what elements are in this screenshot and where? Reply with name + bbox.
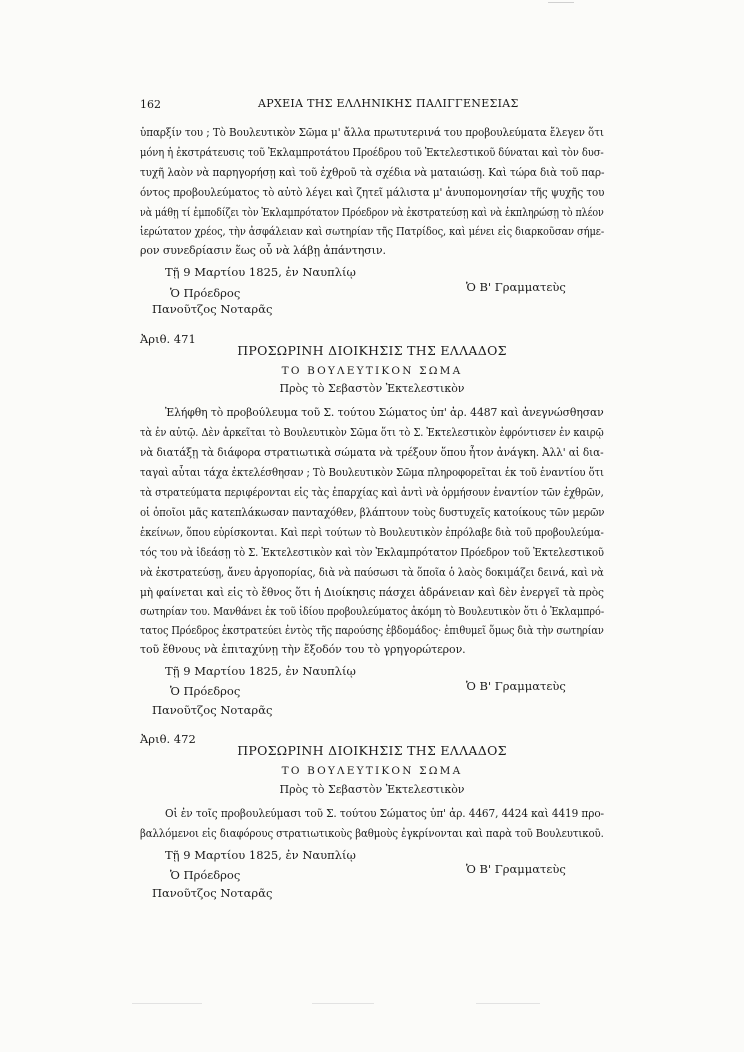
paragraph-line: τὰ στρατεύματα περιφέρονται εἰς τὰς ἐπαρχίας καὶ ἀντὶ νὰ ὁρμήσουν ἐναντίον τῶν ἐχθρῶν,: [140, 486, 604, 499]
document-number: Ἀριθ. 471: [140, 332, 196, 346]
paragraph-line: μόνη ἡ ἐκστράτευσις τοῦ Ἐκλαμπροτάτου Προέδρου τοῦ Ἐκτελεστικοῦ δύναται καὶ τὸν δυσ-: [140, 146, 604, 159]
president-name: Πανοῦτζος Νοταρᾶς: [152, 302, 273, 316]
date-line: Τῇ 9 Μαρτίου 1825, ἐν Ναυπλίῳ: [165, 848, 356, 862]
document-heading: ΠΡΟΣΩΡΙΝΗ ΔΙΟΙΚΗΣΙΣ ΤΗΣ ΕΛΛΑΔΟΣ: [237, 743, 507, 758]
paragraph-line: νὰ ἐκστρατεύσῃ, ἄνευ ἀργοπορίας, διὰ νὰ παύσωσι τὰ ὅποῖα ὁ λαὸς δοκιμάζει δεινά, καὶ νὰ: [140, 566, 604, 579]
scan-edge-bottom-mid: [312, 1003, 374, 1004]
paragraph-line: ταγαὶ αὗται τάχα ἐκτελέσθησαν ; Τὸ Βουλευτικὸν Σῶμα πληροφορεῖται ἐκ τοῦ ἐναντίου ὅτι: [140, 466, 604, 479]
document-heading: ΠΡΟΣΩΡΙΝΗ ΔΙΟΙΚΗΣΙΣ ΤΗΣ ΕΛΛΑΔΟΣ: [237, 343, 507, 358]
scan-edge-top: [548, 2, 574, 3]
paragraph-line: τοῦ ἔθνους νὰ ἐπιταχύνῃ τὴν ἔξοδόν του τὸ γρηγορώτερον.: [140, 643, 466, 656]
paragraph-line: μὴ φαίνεται καὶ εἰς τὸ ἔθνος ὅτι ἡ Διοίκησις πάσχει ἀδράνειαν καὶ δὲν ἐνεργεῖ τὰ πρὸς: [140, 586, 604, 599]
secretary-label: Ὁ Β' Γραμματεὺς: [466, 280, 566, 294]
president-name: Πανοῦτζος Νοταρᾶς: [152, 703, 273, 717]
paragraph-line: τατος Πρόεδρος ἐκστρατεύει ἐντὸς τῆς παρούσης ἑβδομάδος· ἐπιθυμεῖ ὅμως διὰ τὴν σωτηρίαν: [140, 624, 604, 637]
paragraph-line: σωτηρίαν του. Μανθάνει ἐκ τοῦ ἰδίου προβουλεύματος ἀκόμη τὸ Βουλευτικὸν ὅτι ὁ Ἐκλαμπρό-: [140, 605, 605, 618]
document-addressee: Πρὸς τὸ Σεβαστὸν Ἐκτελεστικὸν: [279, 783, 465, 796]
paragraph-line: τός του νὰ ἰδεάσῃ τὸ Σ. Ἐκτελεστικὸν καὶ τὸν Ἐκλαμπρότατον Πρόεδρον τοῦ Ἐκτελεστικοῦ: [140, 546, 604, 559]
president-label: Ὁ Πρόεδρος: [170, 684, 241, 698]
date-line: Τῇ 9 Μαρτίου 1825, ἐν Ναυπλίῳ: [165, 265, 356, 279]
paragraph-line: Ἐλήφθη τὸ προβούλευμα τοῦ Σ. τούτου Σώματος ὑπ' ἀρ. 4487 καὶ ἀνεγνώσθησαν: [165, 406, 604, 419]
paragraph-line: τὰ ἐν αὐτῷ. Δὲν ἀρκεῖται τὸ Βουλευτικὸν Σῶμα ὅτι τὸ Σ. Ἐκτελεστικὸν ἐφρόντισεν ἐν καιρῷ: [140, 426, 604, 439]
paragraph-line: νὰ διατάξῃ τὰ διάφορα στρατιωτικὰ σώματα νὰ τρέξουν ὅπου ἦτον ἀνάγκη. Ἀλλ' αἱ δια-: [140, 446, 604, 459]
date-line: Τῇ 9 Μαρτίου 1825, ἐν Ναυπλίῳ: [165, 664, 356, 678]
document-number: Ἀριθ. 472: [140, 732, 196, 746]
document-subheading: ΤΟ ΒΟΥΛΕΥΤΙΚΟΝ ΣΩΜΑ: [281, 765, 463, 777]
president-label: Ὁ Πρόεδρος: [170, 868, 241, 882]
paragraph-line: ρον συνεδρίασιν ἕως οὗ νὰ λάβῃ ἀπάντησιν.: [140, 244, 386, 257]
document-addressee: Πρὸς τὸ Σεβαστὸν Ἐκτελεστικὸν: [279, 382, 465, 395]
paragraph-line: νὰ μάθῃ τί ἐμποδίζει τὸν Ἐκλαμπρότατον Πρόεδρον νὰ ἐκστρατεύσῃ καὶ νὰ ἐκπληρώσῃ τὸ πλέον: [140, 206, 604, 219]
paragraph-line: τυχῆ λαὸν νὰ παρηγορήσῃ καὶ τοῦ ἐχθροῦ τὰ σχέδια νὰ ματαιώσῃ. Καὶ τώρα διὰ τοῦ παρ-: [140, 166, 605, 179]
paragraph-line: ὑπαρξίν του ; Τὸ Βουλευτικὸν Σῶμα μ' ἄλλα πρωτυτερινά του προβουλεύματα ἔλεγεν ὅτι: [140, 126, 604, 139]
secretary-label: Ὁ Β' Γραμματεὺς: [466, 679, 566, 693]
paragraph-line: ἐκείνων, ὅπου εὑρίσκονται. Καὶ περὶ τούτων τὸ Βουλευτικὸν ἐπρόλαβε διὰ τοῦ προβουλεύμα-: [140, 526, 604, 539]
president-label: Ὁ Πρόεδρος: [170, 286, 241, 300]
president-name: Πανοῦτζος Νοταρᾶς: [152, 886, 273, 900]
paragraph-line: οἱ ὁποῖοι μᾶς κατεπλάκωσαν πανταχόθεν, βλάπτουν τοὺς δυστυχεῖς κατοίκους τῶν μερῶν: [140, 506, 605, 519]
paragraph-line: Οἱ ἐν τοῖς προβουλεύμασι τοῦ Σ. τούτου Σώματος ὑπ' ἀρ. 4467, 4424 καὶ 4419 προ-: [165, 807, 604, 820]
page-number: 162: [140, 98, 161, 111]
running-title: ΑΡΧΕΙΑ ΤΗΣ ΕΛΛΗΝΙΚΗΣ ΠΑΛΙΓΓΕΝΕΣΙΑΣ: [258, 97, 519, 110]
paragraph-line: ἱερώτατον χρέος, τὴν ἀσφάλειαν καὶ σωτηρίαν τῆς Πατρίδος, καὶ μένει εἰς διαρκοῦσαν σήμε-: [140, 225, 605, 238]
secretary-label: Ὁ Β' Γραμματεὺς: [466, 862, 566, 876]
document-subheading: ΤΟ ΒΟΥΛΕΥΤΙΚΟΝ ΣΩΜΑ: [281, 365, 463, 377]
paragraph-line: όντος προβουλεύματος τὸ αὐτὸ λέγει καὶ ζητεῖ μάλιστα μ' ἀνυπομονησίαν τῆς ψυχῆς του: [140, 186, 605, 199]
scan-edge-bottom-right: [476, 1003, 540, 1004]
scan-edge-bottom-left: [132, 1003, 202, 1004]
paragraph-line: βαλλόμενοι εἰς διαφόρους στρατιωτικοὺς βαθμοὺς ἐγκρίνονται καὶ παρὰ τοῦ Βουλευτικοῦ.: [140, 827, 604, 840]
